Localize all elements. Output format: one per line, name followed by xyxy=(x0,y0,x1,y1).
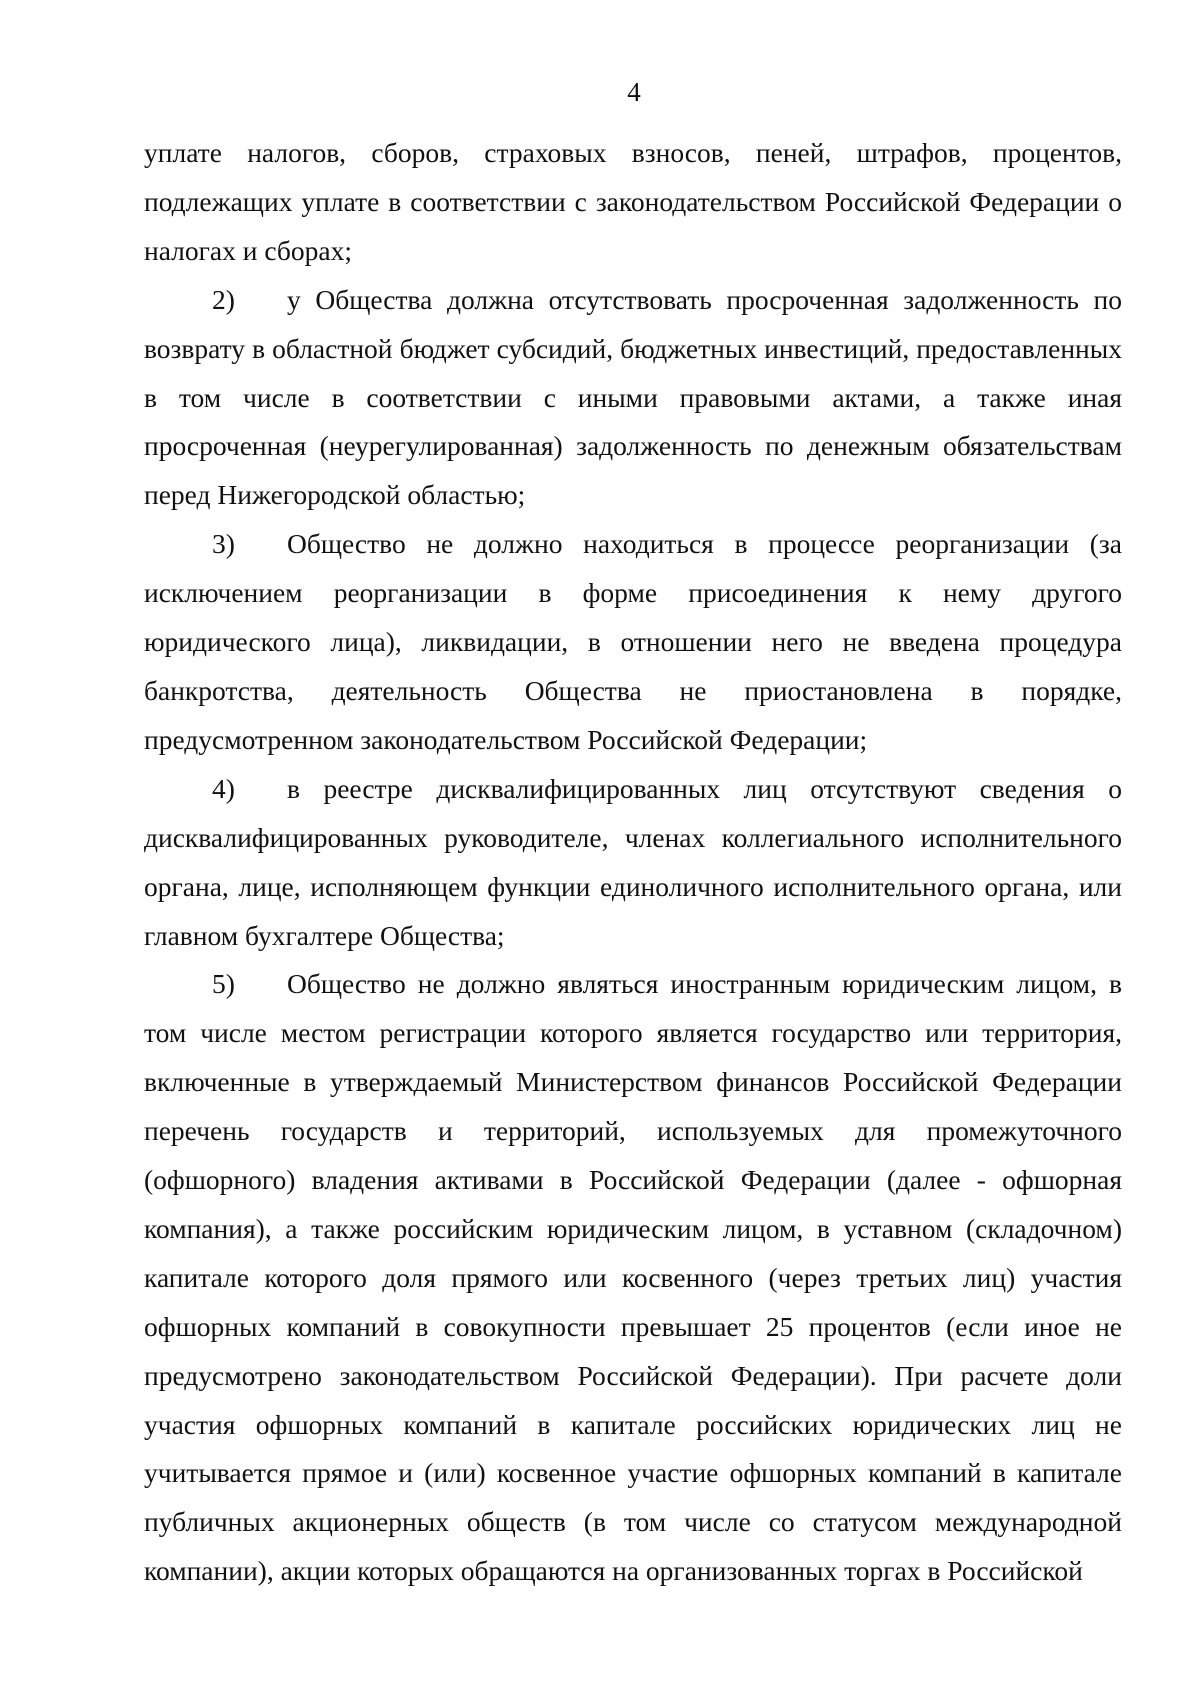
item-text: Общество не должно находиться в процессе реорганизации (за исключением реорганизации в форме присоединения к нему другого юридического лица), ликвидации, в отношении него не введена процедура банкротства, деятельность Общества не приостановлена в порядке, предусмотренном законодательством Российской Федерации; xyxy=(144,528,1122,755)
item-text: Общество не должно являться иностранным юридическим лицом, в том числе местом регистрации которого является государство или территория, включенные в утверждаемый Министерством финансов Российской Федерации перечень государств и территорий, используемых для промежуточного (офшорного) владения активами в Российской Федерации (далее - офшорная компания), а также российским юридическим лицом, в уставном (складочном) капитале которого доля прямого или косвенного (через третьих лиц) участия офшорных компаний в совокупности превышает 25 процентов (если иное не предусмотрено законодательством Российской Федерации). При расчете доли участия офшорных компаний в капитале российских юридических лиц не учитывается прямое и (или) косвенное участие офшорных компаний в капитале публичных акционерных обществ (в том числе со статусом международной компании), акции которых обращаются на организованных торгах в Российской xyxy=(144,968,1122,1587)
item-number: 3) xyxy=(212,528,235,560)
item-number: 2) xyxy=(212,283,235,315)
list-item-4 xyxy=(144,765,1122,961)
item-number: 4) xyxy=(212,772,235,804)
item-number: 5) xyxy=(212,968,235,1000)
item-text: в реестре дисквалифицированных лиц отсутствуют сведения о дисквалифицированных руководителе, членах коллегиального исполнительного органа, лице, исполняющем функции единоличного исполнительного органа, или главном бухгалтере Общества; xyxy=(144,772,1122,951)
list-item-5 xyxy=(144,960,1122,1596)
page-number: 4 xyxy=(627,77,641,107)
document-body xyxy=(144,129,1122,1596)
item-text: у Общества должна отсутствовать просроченная задолженность по возврату в областной бюджет субсидий, бюджетных инвестиций, предоставленных в том числе в соответствии с иными правовыми актами, а также иная просроченная (неурегулированная) задолженность по денежным обязательствам перед Нижегородской областью; xyxy=(144,283,1122,511)
list-item-2 xyxy=(144,276,1122,521)
continuation-paragraph: уплате налогов, сборов, страховых взносов, пеней, штрафов, процентов, подлежащих уплате в соответствии с законодательством Российской Федерации о налогах и сборах; xyxy=(144,137,1122,266)
list-item-3 xyxy=(144,520,1122,765)
